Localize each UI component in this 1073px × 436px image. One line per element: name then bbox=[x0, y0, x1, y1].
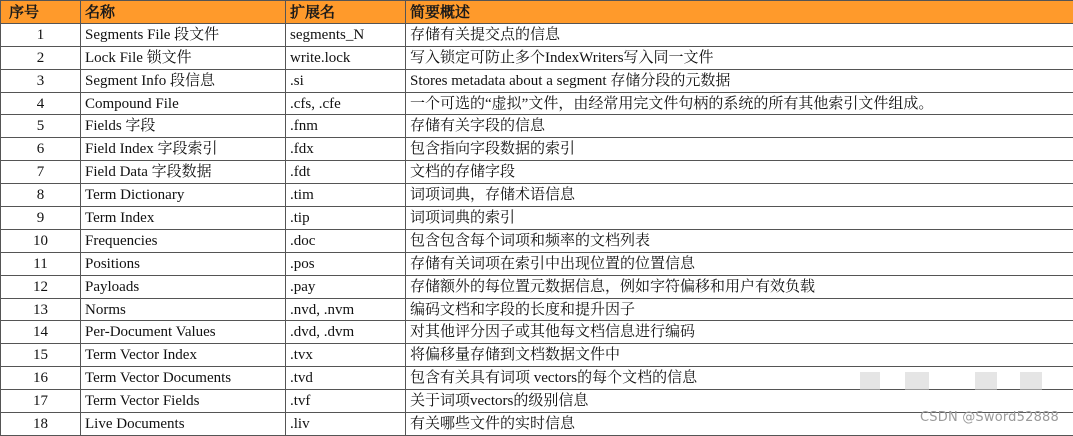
cell-name: Fields 字段 bbox=[81, 115, 286, 138]
cell-ext: .si bbox=[286, 69, 406, 92]
cell-ext: .tip bbox=[286, 207, 406, 230]
table-row bbox=[1, 321, 1073, 344]
table-row bbox=[1, 115, 1073, 138]
cell-no: 10 bbox=[1, 229, 81, 252]
table-row bbox=[1, 138, 1073, 161]
cell-ext: .nvd, .nvm bbox=[286, 298, 406, 321]
cell-name: Term Vector Fields bbox=[81, 390, 286, 413]
cell-no: 11 bbox=[1, 252, 81, 275]
cell-desc: 存储额外的每位置元数据信息，例如字符偏移和用户有效负载 bbox=[406, 275, 1073, 298]
cell-desc: 对其他评分因子或其他每文档信息进行编码 bbox=[406, 321, 1073, 344]
cell-name: Live Documents bbox=[81, 413, 286, 436]
cell-name: Frequencies bbox=[81, 229, 286, 252]
cell-ext: .fdt bbox=[286, 161, 406, 184]
cell-no: 16 bbox=[1, 367, 81, 390]
cell-no: 17 bbox=[1, 390, 81, 413]
cell-name: Payloads bbox=[81, 275, 286, 298]
cell-ext: .tvx bbox=[286, 344, 406, 367]
cell-no: 5 bbox=[1, 115, 81, 138]
table-row bbox=[1, 275, 1073, 298]
cell-name: Field Index 字段索引 bbox=[81, 138, 286, 161]
table-row bbox=[1, 184, 1073, 207]
cell-desc: 文档的存储字段 bbox=[406, 161, 1073, 184]
cell-name: Positions bbox=[81, 252, 286, 275]
table-row bbox=[1, 23, 1073, 46]
watermark: CSDN @Sword52888 bbox=[920, 410, 1059, 425]
table-row bbox=[1, 92, 1073, 115]
cell-name: Norms bbox=[81, 298, 286, 321]
table-row bbox=[1, 207, 1073, 230]
table-row bbox=[1, 252, 1073, 275]
cell-name: Segments File 段文件 bbox=[81, 23, 286, 46]
cell-ext: .pay bbox=[286, 275, 406, 298]
cell-ext: .pos bbox=[286, 252, 406, 275]
blur-artifact bbox=[1020, 372, 1042, 390]
cell-desc: 存储有关提交点的信息 bbox=[406, 23, 1073, 46]
cell-desc: 包含指向字段数据的索引 bbox=[406, 138, 1073, 161]
blur-artifact bbox=[860, 372, 880, 390]
cell-ext: .tvf bbox=[286, 390, 406, 413]
cell-desc: 存储有关字段的信息 bbox=[406, 115, 1073, 138]
cell-desc: 包含有关具有词项 vectors的每个文档的信息 bbox=[406, 367, 1073, 390]
cell-name: Compound File bbox=[81, 92, 286, 115]
cell-no: 7 bbox=[1, 161, 81, 184]
cell-desc: 有关哪些文件的实时信息 bbox=[406, 413, 1073, 436]
header-no: 序号 bbox=[1, 1, 81, 24]
table-row bbox=[1, 390, 1073, 413]
cell-name: Term Vector Index bbox=[81, 344, 286, 367]
cell-no: 3 bbox=[1, 69, 81, 92]
header-row bbox=[1, 1, 1073, 24]
cell-no: 8 bbox=[1, 184, 81, 207]
cell-no: 1 bbox=[1, 23, 81, 46]
cell-name: Term Dictionary bbox=[81, 184, 286, 207]
cell-ext: .fdx bbox=[286, 138, 406, 161]
cell-no: 18 bbox=[1, 413, 81, 436]
cell-desc: 编码文档和字段的长度和提升因子 bbox=[406, 298, 1073, 321]
cell-desc: 存储有关词项在索引中出现位置的位置信息 bbox=[406, 252, 1073, 275]
cell-ext: .tvd bbox=[286, 367, 406, 390]
header-name: 名称 bbox=[81, 1, 286, 24]
table-row bbox=[1, 161, 1073, 184]
table-row bbox=[1, 344, 1073, 367]
cell-no: 6 bbox=[1, 138, 81, 161]
table-header bbox=[1, 1, 1073, 24]
cell-name: Term Vector Documents bbox=[81, 367, 286, 390]
table-row bbox=[1, 46, 1073, 69]
blur-artifact bbox=[905, 372, 929, 390]
table-row bbox=[1, 413, 1073, 436]
cell-ext: segments_N bbox=[286, 23, 406, 46]
header-ext: 扩展名 bbox=[286, 1, 406, 24]
cell-name: Per-Document Values bbox=[81, 321, 286, 344]
cell-desc: 将偏移量存储到文档数据文件中 bbox=[406, 344, 1073, 367]
table-row bbox=[1, 298, 1073, 321]
cell-desc: 词项词典，存储术语信息 bbox=[406, 184, 1073, 207]
cell-no: 12 bbox=[1, 275, 81, 298]
cell-ext: .doc bbox=[286, 229, 406, 252]
cell-desc: Stores metadata about a segment 存储分段的元数据 bbox=[406, 69, 1073, 92]
header-desc: 简要概述 bbox=[406, 1, 1073, 24]
cell-ext: .fnm bbox=[286, 115, 406, 138]
cell-desc: 关于词项vectors的级别信息 bbox=[406, 390, 1073, 413]
cell-ext: .dvd, .dvm bbox=[286, 321, 406, 344]
cell-ext: .liv bbox=[286, 413, 406, 436]
cell-name: Segment Info 段信息 bbox=[81, 69, 286, 92]
cell-name: Term Index bbox=[81, 207, 286, 230]
cell-name: Field Data 字段数据 bbox=[81, 161, 286, 184]
cell-ext: .tim bbox=[286, 184, 406, 207]
cell-no: 9 bbox=[1, 207, 81, 230]
cell-no: 4 bbox=[1, 92, 81, 115]
cell-desc: 写入锁定可防止多个IndexWriters写入同一文件 bbox=[406, 46, 1073, 69]
cell-desc: 包含包含每个词项和频率的文档列表 bbox=[406, 229, 1073, 252]
cell-name: Lock File 锁文件 bbox=[81, 46, 286, 69]
cell-no: 13 bbox=[1, 298, 81, 321]
cell-ext: .cfs, .cfe bbox=[286, 92, 406, 115]
table-row bbox=[1, 229, 1073, 252]
cell-no: 2 bbox=[1, 46, 81, 69]
cell-desc: 词项词典的索引 bbox=[406, 207, 1073, 230]
table-row bbox=[1, 69, 1073, 92]
cell-ext: write.lock bbox=[286, 46, 406, 69]
cell-no: 14 bbox=[1, 321, 81, 344]
blur-artifact bbox=[975, 372, 997, 390]
cell-desc: 一个可选的“虚拟”文件，由经常用完文件句柄的系统的所有其他索引文件组成。 bbox=[406, 92, 1073, 115]
cell-no: 15 bbox=[1, 344, 81, 367]
